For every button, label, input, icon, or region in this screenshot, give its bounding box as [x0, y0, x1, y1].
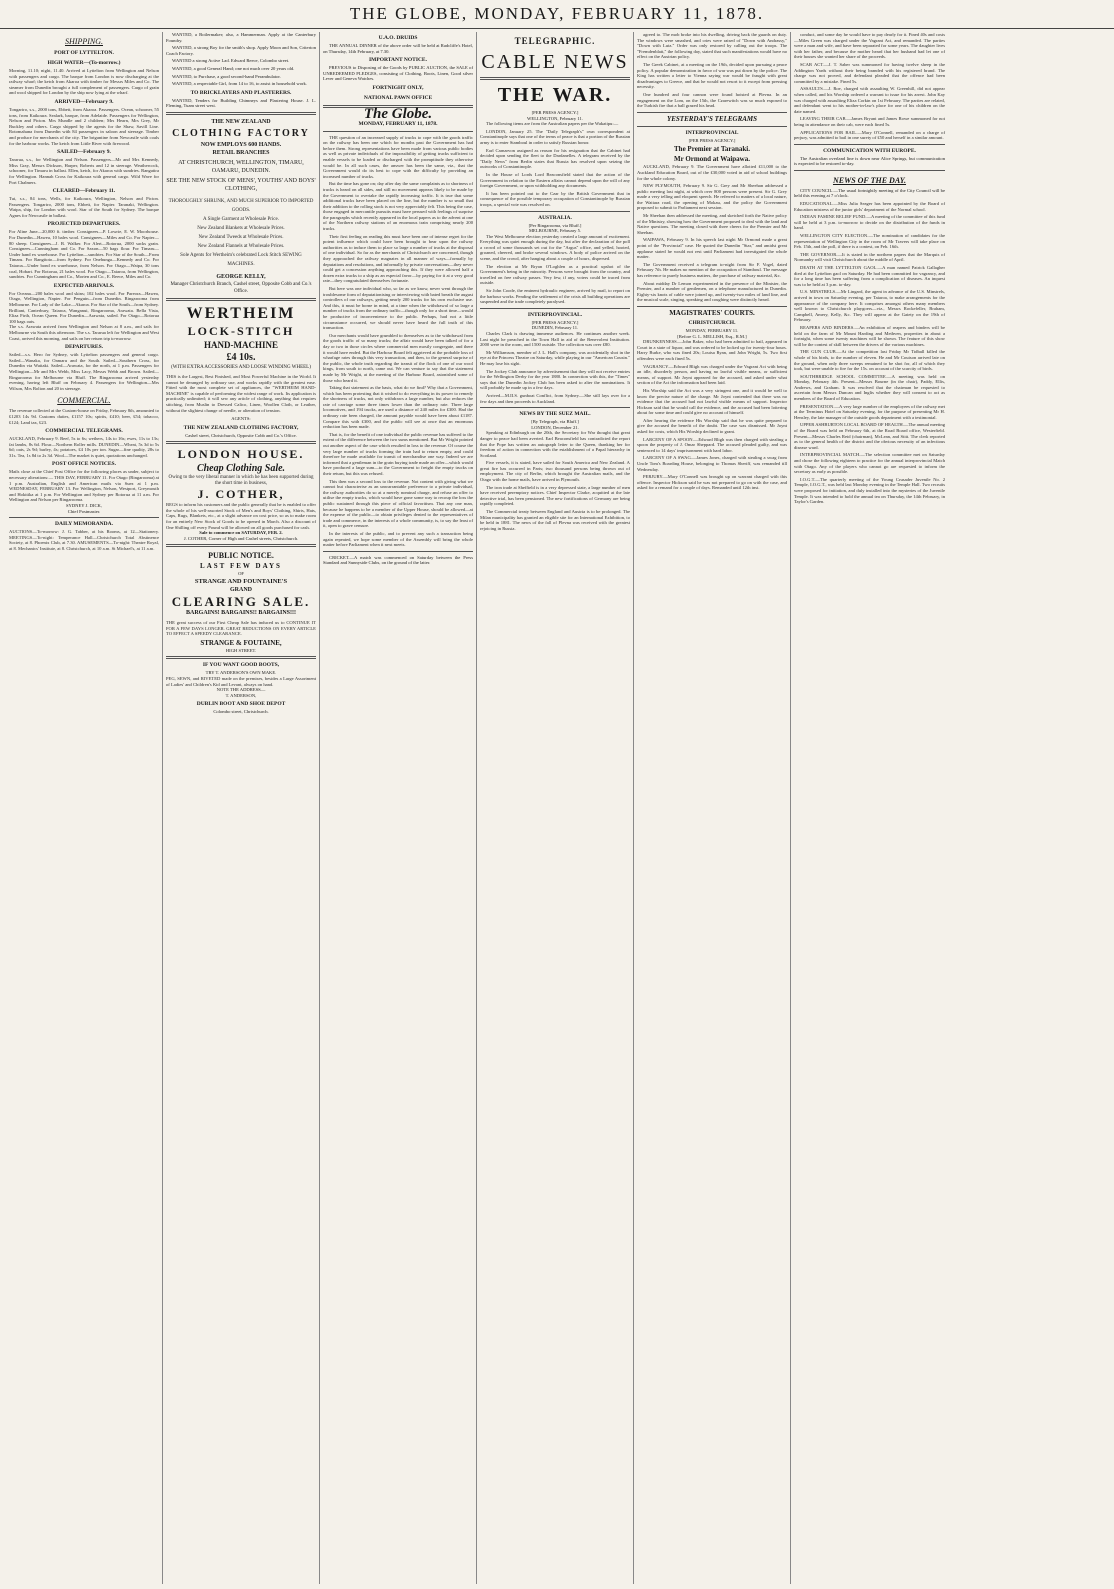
anderson-shop: DUBLIN BOOT AND SHOE DEPOT [196, 701, 286, 708]
dateline-dunedin: DUNEDIN, February 11. [531, 325, 579, 331]
masthead [0, 0, 1114, 29]
column-telegrams [634, 32, 791, 1584]
filler-text: Morning, 11.10; night, 11.40. Arrived at Lyttelton from Wellington and Nelson with passengers and cargo. The barque from London is now discharging at the railway wharf; the ketch from Akaroa with timber for Messrs Miles and Co. The steamer from Dunedin brought a full complement of passengers. Cargo of grain and wool shipped for London by the ship now lying at the wharf. [9, 68, 159, 96]
divider [323, 551, 473, 552]
filler-text: The following items are from the Australian papers per the Wakatipu:— LONDON, January 25. The "Daily Telegraph's" own correspondent at Constantinople says that one of the terms of peace is that a portion of the Russian army is to enter Stamboul in order to satisfy Russian honor. Earl Carnarvon assigned as reason for his resignation that the Cabinet had decided upon sending the fleet to the Dardanelles. A telegram received by the "Daily News" from Berlin states that Russia has resolved upon seizing the outworks of Constantinople. In the House of Lords Lord Beaconsfield stated that the action of the Government in relation to the Eastern affairs cannot depend upon the will of any foreign Government, or upon withholding any documents. It has been pointed out to the Czar by the British Government that in consequence of the possible temporary occupation of Constantinople by Russian troops, a special vote was resolved on. [480, 121, 630, 207]
agents-sub: Cashel street, Christchurch, Opposite Cobb and Co.'s Office. [185, 432, 297, 438]
divider [637, 112, 787, 113]
strange-fountaine: STRANGE AND FOUNTAINE'S [194, 578, 288, 586]
section-commercial: COMMERCIAL. [57, 396, 111, 406]
last-few-days: LAST FEW DAYS [200, 562, 282, 571]
ad-wanted-lad: WANTED a strong Active Lad. Edward Reece, Colombo street. [172, 58, 290, 64]
filler-text: agreed to. The mob broke into his dwelling, driving back the guards on duty. The windows were smashed, and cries were raised of "Down with Andrassy," "Down with Lutz." Order was only restored by calling out the troops. The "Fremdenblatt," the following day, stated that such manifestations would have no effect on the Austrian policy. The Greek Cabinet, at a meeting on the 19th, decided upon pursuing a peace policy. A popular demonstration in favor of war was put down by the police. The King has written a letter to Vienna saying war would be fraught with great disadvantages to Greece, and that he would not resort to it except from pressing necessity. One hundred and four cannon were found hoisted at Plevna. In an engagement on the Lom, on the 15th, the Czarewitch was so much exposed to the Turkish fire that a ball grazed his head. [637, 32, 787, 109]
column-shipping [6, 32, 163, 1584]
divider [480, 407, 630, 408]
london-title: LONDON HOUSE. [177, 447, 305, 462]
filler-text: THOROUGHLY SHRUNK, AND MUCH SUPERIOR TO IMPORTED GOODS. A Single Garment at Wholesale Price. New Zealand Blankets at Wholesale Prices. New Zealand Tweeds at Wholesale Prices. New Zealand Flannels at Wholesale Prices. Sole Agents for Wertheim's celebrated Lock Stitch SEWING MACHINES. [168, 198, 314, 267]
australia-via: [Per Ringarooma, via Bluff.] [528, 222, 582, 228]
ad-wanted-tenders: WANTED, Tenders for Building Chimneys and Plastering House. J. L. Fleming, Tuam street west. [166, 97, 316, 109]
column-telegraphic [477, 32, 634, 1584]
magistrates-heading: MAGISTRATES' COURTS. [669, 308, 755, 317]
newspaper-columns [6, 32, 1108, 1584]
filler-text: Tararua, s.s., for Wellington and Nelson. Passengers—Mr and Mrs Kennedy, Miss Gray, Messrs Dickson, Harper, Roberts and 12 in steerage. Weathercock, schooner, for Timaru in ballast. Ellen, ketch, for Akaroa with sundries. Rangatira for Wellington. Hannah Cross for Kaikoura with general cargo. Wild Wave for Port Chalmers. [9, 157, 159, 185]
clearing-sale: CLEARING SALE. [171, 594, 311, 610]
nz-agent-role: Manager Christchurch Branch, Cashel street, Opposite Cobb and Co.'s Office. [170, 281, 312, 294]
interprov-heading: INTERPROVINCIAL [685, 129, 739, 136]
nz-big: CLOTHING FACTORY [172, 127, 310, 139]
the-war: THE WAR. [497, 84, 613, 106]
filler-text: Charles Clark is drawing immense audiences. He continues another week. Last night he preached in the Town Hall in aid of the Benevolent Institution. 2000 were in the room, and 1500 outside. The collection was over £80. Mr Williamson, member of J. L. Hall's company, was accidentally shot in the eye at the Princess Theatre on Saturday, while playing in our "American Cousin." He may lose his sight. The Jockey Club announce by advertisement that they will not receive entries for the Wellington Derby for the year 1880. In connection with this, the "Times" says that the Dunedin Jockey Club has been asked to alter the nominations. It will probably be made up in a few days. Arrived—M.II.S. gunboat Conflict, from Sydney.—She still lays over for a few days and then proceeds to Auckland. [480, 331, 630, 404]
filler-text: THE question of an increased supply of trucks to cope with the goods traffic on the railway has been one which for months past the Government has had before them. Strong representations have been made from various public bodies as well as private individuals of the impossibility of getting trucks sufficient to enable vessels to be loaded or discharged with the promptitude they otherwise would be. In all such cases, the answer has been the same, viz., that the Government would do its best to cope with the difficulty by providing an increased number of trucks. But the time has gone on; day after day the same complaints as to shortness of trucks is heard on all sides, and still no movement appears likely to be made by the Government to overtake the rapidly increasing traffic. It is true that some additional trucks have been placed on the line, but the number is so small that their addition to the rolling stock is not very appreciably felt. This being the case, those engaged in mercantile pursuits must have perused with feelings of surprise the paragraphs which recently appeared in the local papers as to the advent at one of the Northern railway stations of an enormous train comprising nearly 200 trucks. Their first feeling on reading this must have been one of intense regret for the potent influence which could have been brought to bear upon the railway authorities as to induce them to place so large a number of trucks at the disposal of one individual. So far as the merchants of Christchurch are concerned, though they approached the railway magnates in all manner of ways—formally by deputations and resolutions, and informally by private conversations—they never could get a concession anything approaching this. If they were allowed half a dozen extra trucks to a ship as an especial favor—by paying for it at a very good rate—they congratulated themselves fortunate. But here was one individual who, so far as we know, never went through the troublesome form of deputationising or interviewing with bated breath the august controllers of our railways, getting nearly 200 trucks for his own exclusive use. And this, it must be borne in mind, at a time when the withdrawal of so large a number of trucks from the ordinary traffic—though only for a short time—would be productive of inconvenience to the public. Perhaps, had not a little circumstance occurred, we should never have heard the full truth of this transaction. Our merchants would have grumbled to themselves as to the withdrawal from the goods traffic of so many trucks; the affair would have been talked of for a day or two in those circles where commercial men mostly congregate, and there it would have ended. But the Harbour Board felt aggrieved at the probable loss of wharfage rates through this very transaction, and then, to the general surprise of the public, the whole truth regarding the transit of the flock of one of our wool kings, from south to north, came out. We can venture to say that the statement made by Mr Wright, at the meeting of the Harbour Board, astonished some of those who heard it. Taking that statement as the basis, what do we find? Why that a Government, which has been protesting that it wished to do everything in its power to remedy the shortness of trucks, not only withdraws a large number, but also reduces the rate of carriage some three times lower than the ordinary rate. Three large locomotives, and 194 trucks, are used a distance of 240 miles for £300. Had the ordinary rate been charged, the amount payable would have been about £1187. Compare this with £300, and the public will see at once that an enormous reduction has been made. That is, for the benefit of one individual the public revenue has suffered to the extent of the difference between the two sums mentioned. But Mr Wright pointed out another aspect of the case which resulted in loss to the revenue. Of course the very large number of trucks forming the train had to return empty, and could therefore be made available for transit of merchandise one way. Indeed we are informed that a gentleman in the grain buying trade made an offer—which would have produced a large sum—to the Government to freight the empty trucks on their return, but this was refused. This then was a second loss to the revenue. Not content with giving what we cannot but characterise as an unwarrantable preference to a private individual, the railway authorities do so at a merely nominal charge, and refuse an offer to utilise the empty trucks, which would have gone some way to recoup the loss the public sustained through this piece of official favoritism. That any one man, because he happens to be a member of the Upper House, should be allowed—at the expense of the public—to obtain privileges denied to the representatives of trade and commerce, in the interests of a whole community, is, to say the least of it, open to grave censure. In the interests of the public, and to prevent any such a transaction being again repeated, we hope some member of the Assembly will bring the whole matter before Parliament when it next meets. [323, 134, 473, 548]
agents-name: THE NEW ZEALAND CLOTHING FACTORY, [183, 424, 299, 431]
city-council: CITY COUNCIL.—The usual fortnightly meeting of the City Council will be held this evening at 7 o'clock. [794, 187, 945, 199]
filler-text: The revenue collected at the Custom-house on Friday, February 8th, amounted to £1203 14s 9d. Customs duties, £1157 10s; spirits, £410; beer, £54; tobacco, £124; Land tax, £23. [9, 408, 159, 425]
suez-via: [By Telegraph, via Bluff.] [531, 419, 579, 425]
divider [323, 131, 473, 132]
suez-heading: NEWS BY THE SUEZ MAIL. [519, 411, 591, 418]
daily-heading: DAILY MEMORANDA. [55, 521, 113, 528]
filler-text: Owing to the very liberal manner in which he has been supported during the short time in business, [168, 475, 314, 487]
comm-europe-heading: COMMUNICATION WITH EUROPE. [823, 147, 916, 154]
uao-text: THE ANNUAL DINNER of the above order will be held at Radcliffe's Hotel, on Thursday, 14th February, at 7.30. [323, 43, 473, 54]
cleared-heading: CLEARED—February 11. [52, 188, 116, 195]
sf-name: STRANGE & FOUTAINE, [200, 638, 282, 647]
ad-clothing-factory [166, 118, 316, 295]
projected-heading: PROJECTED DEPARTURES. [47, 221, 121, 228]
comm-tel-heading: COMMERCIAL TELEGRAMS. [45, 428, 123, 435]
bargains: BARGAINS! BARGAINS!! BARGAINS!!! [185, 610, 296, 617]
filler-text: PEG, SEWN, and RIVETED made on the premises, besides a Large Assortment of Ladies' and Children's Kid and Levant, always on hand. [166, 676, 316, 687]
ad-wanted-boy: WANTED, a strong Boy for the smith's shop. Apply Moon and Son, Criterion Coach Factory. [166, 45, 316, 56]
signature-role: Chief Postmaster. [67, 508, 101, 514]
interprov-agency: [PER PRESS AGENCY.] [531, 319, 579, 325]
high-water: HIGH WATER—(To-morrow.) [47, 60, 121, 66]
nz-towns: AT CHRISTCHURCH, WELLINGTON, TIMARU, OAMARU, DUNEDIN. [178, 159, 304, 174]
filler-text: Sailed—s.s. Hero for Sydney, with Lyttelton passengers and general cargo. Sailed—Wanaka, for Oamaru and the South. Sailed—Southern Cross, for Dunedin via Waitaki. Sailed—Arawata, for the north, at 1 p.m. Passengers for Wellington—Mr and Mrs Webb, Miss Lacy, Messrs Webb and Brown. Sailed—Ringarooma for Melbourne via Bluff. The Ringarooma arrived yesterday evening, having left Bluff on February 4. Passengers for Wellington—Mrs Wilson, Mrs Bolton and 20 in steerage. [9, 352, 159, 391]
premier-heading: The Premier at Taranaki. [674, 145, 750, 154]
dateline-wellington: WELLINGTON, February 11. [527, 115, 583, 121]
agents-label: AGENTS: [231, 416, 251, 422]
dateline-london: LONDON, December 21. [531, 424, 579, 430]
ad-clearing-sale [166, 550, 316, 617]
divider [480, 77, 630, 80]
nz-sub: NOW EMPLOYS 600 HANDS. [200, 141, 282, 148]
filler-text: conduct, and some day he would have to pay dearly for it. Fined 40s and costs—Miles Green was charged under the Vagrant Act, and remanded. The parties were a man and wife, and have been separated for some years. The daughter lives with her father, and because the mother heard that her husband had let one of their houses she wanted her share of the proceeds. SCAB ACT.—J. T. Saber was summoned for having twelve sheep in the Addington Yards without their being branded with his registered brand. The charge was not proved, and defendant pleaded that the offence had been committed by a mistake. Fined 5s. ASSAULTS.—J. Roe, charged with assaulting W. Greenhill, did not appear when called, and his Worship ordered a warrant to issue for his arrest. John Kay was charged with assaulting Eliza Corkin on 1st February. The parties are related, and defendant went to his mother-in-law's place for one of his children on the date named. LEAVING THEIR CAB.—James Bryant and James Rowe summoned for not being in attendance on their cab, were each fined 5s. APPLICATIONS FOR BAIL.—Mary O'Connell, remanded on a charge of perjury, was admitted to bail in one surety of £50 and herself in a similar amount. [794, 32, 945, 141]
nz-retail: RETAIL BRANCHES [212, 149, 270, 156]
christchurch-heading: CHRISTCHURCH. [688, 319, 736, 326]
filler-text: THE great success of our First Cheap Sale has induced us to CONTINUE IT FOR A FEW DAYS LONGER. GREAT REDUCTIONS ON EVERY ARTICLE TO EFFECT A SPEEDY CLEARANCE. [166, 620, 316, 637]
court-date: MONDAY, FEBRUARY 11. [685, 327, 739, 333]
ad-london-house [166, 447, 316, 502]
boots-heading: IF YOU WANT GOOD BOOTS, [202, 662, 280, 669]
divider [9, 517, 159, 518]
filler-text: BEGS to inform his customers and the public generally that he is enabled to offer the whole of his well-assorted Stock of Men's and Boys' Clothing, Shirts, Hats, Caps, Rugs, Blankets, etc., at a slight advance on cost price, so as to make room for an entirely New Stock of Goods to be opened in March. Also a discount of One Shilling off every Pound will be allowed on all goods purchased for cash. [166, 502, 316, 530]
nz-stock: SEE THE NEW STOCK OF MENS', YOUTHS' AND BOYS' CLOTHING, [166, 177, 316, 192]
filler-text: EDUCATIONAL.—Miss Julia Seager has been appointed by the Board of Education mistress of the junior girls' department of the Normal school. INDIAN FAMINE RELIEF FUND.—A meeting of the committee of this fund will be held at 3 p.m. to-morrow to decide on the distribution of the funds in hand. WELLINGTON CITY ELECTION.—The nomination of candidates for the representation of Wellington City in the room of Mr Travers will take place on Feb. 15th, and the poll, if there is a contest, on Feb. 16th. THE GOVERNOR.—It is stated in the northern papers that the Marquis of Normanby will visit Christchurch about the middle of April. DEATH AT THE LYTTELTON GAOL.—A man named Patrick Gallagher died at the Lyttelton gaol on Saturday. He had been committed for vagrancy, and for a long time has been suffering from a complication of diseases. An inquest was to be held at 3 p.m. to-day. U.S. MINSTRELS.—Mr Lingard, the agent in advance of the U.S. Minstrels, arrived in town on Saturday evening, per Taiaroa, to make arrangements for the appearance of the company here. It comprises amongst others many members well known to Christchurch playgoers—viz., Messrs Rockefeller, Braham, Campbell, Amery, Kelly, &c. They will appear at the Gaiety on the 19th of February. REAPERS AND BINDERS.—An exhibition of reapers and binders will be held on the farm of Mr Mount Harding and Methven, properties in about a fortnight, when some twenty machines will be shown. The feature of this show will be the contest of skill between the drivers of the various machines. THE GUN CLUB.—At the competition last Friday Mr Tidball killed the whole of his birds, to the number of eleven. He and Mr Couison arrived late on the ground, when only three sweeps remained to be shot for, all of which they took, but were unable to fire for the 15s. on account of the scarcity of birds. SOUTHBRIDGE SCHOOL COMMITTEE.—A meeting was held on Monday, February 4th. Present—Messrs Bourne (in the chair), Paddy, Ellis, Andrews, and Graham. It was resolved that the chairman be requested to ascertain from Messrs Duncan and Inglis whether they will consent to act as members of the Board of Education. PRESENTATION.—A very large number of the employees of the railway met at the Terminus Hotel on Saturday evening, for the purpose of presenting Mr H. Hensley, the late manager of the outside goods department with a testimonial. UPPER ASHBURTON LOCAL BOARD OF HEALTH.—The annual meeting of the Board was held on February 6th, at the Road Board office, Westerfield. Present—Messrs Charles Reid (chairman), McLean, and Stitt. The clerk reported as to the general health of the district and the obvious necessity of an infectious disease ward. INTERPROVINCIAL MATCH.—The selection committee met on Saturday and chose the following eighteen to practice for the annual interprovincial Match with Otago. Any of the players who cannot go are requested to inform the secretary as early as possible. I.O.G.T.—The quarterly meeting of the Young Crusader Juvenile No. 2 Temple, I.O.G.T., was held last Monday evening in the Temple Hall. Two recruits were proposed for initiation, and duly installed into the mysteries of the Juvenile Temple. It was intended to hold the annual tea on Thursday, the 14th February, in Taylor's Garden. [794, 201, 945, 505]
news-of-day-heading: NEWS OF THE DAY. [832, 175, 907, 185]
grand-text: GRAND [230, 587, 252, 594]
divider [166, 112, 316, 115]
column-advertisements [163, 32, 320, 1584]
filler-text: Speaking at Edinburgh on the 20th, the Secretary for War thought that great danger to peace had been averted. Earl Beaconsfield has contradicted the report that the Pope has written an autograph letter to the Queen, thanking her for freedom of action in connection with the establishment of a Papal hierarchy in Scotland. Five vessels, it is stated, have sailed for South America and New Zealand. A great fire has occurred in Paris; two thousand persons being thrown out of employment. The city of Berlin, which brought the Australian mails, and the Otago with the home mails, have arrived in Plymouth. The iron trade at Sheffield is in a very depressed state, a large number of men have received peremptory notices. Chief Inspector Clarke, acquitted at the late detective trial, has been pensioned. The new fortifications of Germany are being rapidly completed. The Commercial treaty between England and Austria is to be prolonged. The Milan municipality has granted an eligible site for an International Exhibition, to be held in 1881. The news of the fall of Plevna was received with the greatest rejoicing in Russia. [480, 430, 630, 531]
anderson-name: T. ANDERSON, [225, 692, 257, 698]
filler-text: Tui, s.s., 84 tons, Wells, for Kaikoura, Wellington, Nelson and Picton. Passengers. Tongariro, 2000 tons, Ebbett, for Napier. Taranaki, Wellington. Waipa, ship, for London with wool. Star of the South for Sydney. The barque Agnes for Newcastle in ballast. [9, 196, 159, 218]
divider [794, 170, 945, 171]
hand-machine: HAND-MACHINE [204, 339, 278, 350]
of-text: OF [238, 571, 244, 577]
bricklayers-heading: TO BRICKLAYERS AND PLASTERERS. [190, 89, 292, 96]
departures-heading: DEPARTURES. [64, 344, 104, 351]
pawn-office: NATIONAL PAWN OFFICE [363, 94, 433, 101]
divider [166, 298, 316, 301]
divider [166, 656, 316, 659]
cother-name: J. COTHER, [197, 487, 285, 502]
divider [637, 126, 787, 127]
ad-wertheim [166, 304, 316, 371]
divider [166, 441, 316, 444]
cother-address: J. COTHER, Corner of High and Cashel streets, Christchurch. [183, 535, 299, 541]
sale-date: Sale to commence on SATURDAY, FEB. 2. [199, 530, 283, 536]
globe-date: MONDAY, FEBRUARY 11, 1878. [358, 120, 438, 127]
ad-wanted-girl: WANTED, a respectable Girl, from 14 to 16, to assist in household work. [172, 81, 307, 87]
expected-heading: EXPECTED ARRIVALS. [53, 282, 115, 289]
filler-text: THIS is the Largest, Best Finished, and Most Powerful Machine in the World. It cannot be deranged by ordinary use, and works rapidly with the greatest ease. Fitted with the most complete set of appliances, the "WERTHEIM HAND-MACHINE" is capable of performing the widest range of work. Its application is practically unlimited; it will sew any article of clothing, anything that requires stitching, from Muslin to Dressed Calico, Linen, Woollen Cloth, or Leather, without the slightest change of needle, or alteration of tension. [166, 373, 316, 413]
anderson-address: Colombo street, Christchurch. [213, 709, 269, 715]
nz-agent: GEORGE KELLY, [216, 273, 266, 280]
interprov-heading: INTERPROVINCIAL. [527, 311, 583, 318]
cheap-sale: Cheap Clothing Sale. [196, 463, 286, 475]
filler-text: Tongariro, s.s., 2000 tons, Ebbett, from Akaroa. Passengers. Ocean, schooner, 55 tons, from Kaikoura. Sealark, barque, from Adelaide. Passengers for Wellington, Nelson and Picton. Mrs Mundle and 2 children; Mrs Hearn, Mrs Grey, Mr Buckley and others. Cargo shipped by the agents for the Shaw, Savill Line. Rotomahana from Dunedin with 84 passengers in saloon and steerage. Timber and produce for merchants of the city. The brigantine from Newcastle with coals for the harbour works. The ketch from Little River with firewood. [9, 106, 159, 146]
filler-text: Mails close at the Chief Post Office for the following places as under, subject to necessary alterations:— THIS DAY, FEBRUARY 11. For Otago (Ringarooma) at 1 p.m. Australian, English and American mails via Suez at 1 p.m. WEDNESDAY, FEBRUARY 13. For Wellington, Nelson, Westport, Greymouth and Hokitika at 1 p.m. For Wellington and Sydney per Rotorua at 11 a.m. For Wellington and Nelson per Ringarooma. [9, 469, 159, 503]
divider [480, 308, 630, 309]
sailed-heading: SAILED—February 9. [57, 149, 111, 156]
divider [637, 306, 787, 307]
cable-news: CABLE NEWS [481, 51, 629, 73]
wertheim-price: £4 10s. [226, 351, 256, 363]
important-text: PREVIOUS to Disposing of the Goods by PUBLIC AUCTION, the SALE of UNREDEEMED PLEDGES, consisting of Clothing, Boots, Linen, Good silver Lever and Geneva Watches. [323, 65, 473, 82]
filler-text: The West Melbourne election yesterday created a large amount of excitement. Everything was quiet enough during the day, but after the declaration of the poll a crowd of some thousands set out for the "Argus" office, and yelled, hooted, groaned, cheered, and broke several windows. A body of police arrived on the scene, and the crowd, after hanging about a couple of hours, dispersed. The election at Mr Bryan O'Loghlen as a practical upshot of the Government's being in the minority. Persons were brought from the country, and travelled on free railway passes. Very few, if any, voters could be traced from outside. Sir John Coode, the eminent hydraulic engineer, arrived by mail, to report on the harbour works. Pending the settlement of the crisis all building operations are suspended and the trade completely paralysed. [480, 233, 630, 305]
australia-heading: AUSTRALIA. [538, 214, 572, 221]
signature-sydney: SYDNEY J. DICK, [65, 503, 103, 509]
section-shipping: SHIPPING. [65, 37, 103, 46]
divider [480, 211, 630, 212]
ormond-heading: Mr Ormond at Waipawa. [674, 155, 750, 164]
column-editorial [320, 32, 477, 1584]
price-sub: (WITH EXTRA ACCESSORIES AND LOOSE WINDING WHEEL) [171, 364, 311, 370]
globe-title: The Globe. [363, 105, 433, 122]
port-heading: PORT OF LYTTELTON. [54, 50, 114, 56]
sf-address: HIGH STREET. [225, 647, 257, 653]
public-notice: PUBLIC NOTICE. [208, 551, 274, 561]
anderson-intro: TRY T. ANDERSON'S OWN MAKE. [205, 670, 277, 676]
lockstitch: LOCK-STITCH [187, 323, 295, 338]
filler-text: For Aline June—20,000 ft. timber. Consignees—P. Lowrie, E. W. Moorhouse. For Dunedin—Hawea, 10 bales wool. Consignees—Miles and Co. For Napier—80 sheep. Consignees—J. B. Walker. For Alert—Rotorua, 2000 sacks grain. Consignees—Cunningham and Co. For Saxon—50 bags flour. For Timaru—Under hand ex warehouse. For Lyttelton—sundries. For Star of the South—From Timaru. For Rangitoto—from Sydney. For Onehunga—Kennedy and Co. For Taiaroa—Under bond ex warehouse, from Nelson. For Otago—Waipa, 30 tons coal, Hobart. For Rotorua, 21 bales wool. For Otago—Taiaroa, from Wellington, sundries. For Cunningham and Co., Morten and Co., E. Reece, Miles and Co. [9, 229, 159, 280]
ad-wanted-perambulator: WANTED, to Purchase, a good second-hand Perambulator. [172, 73, 281, 79]
ad-wanted-hand: WANTED, a good General Hand; one not much over 20 years old. [172, 65, 295, 71]
important-heading: IMPORTANT NOTICE. [369, 57, 427, 64]
court-before: [Before G. L. MELLISH, Esq., R.M.] [677, 333, 747, 339]
column-news [791, 32, 948, 1584]
filler-text: AUCKLAND, February 9. The Government have allotted £11,000 to the Auckland Education Board, out of the £30,000 voted in aid of school buildings for the whole colony. NEW PLYMOUTH, February 9. Sir G. Grey and Mr Sheehan addressed a public meeting last night, at which over 800 persons were present. Sir G. Grey made a very telling and eloquent speech. He referred to matters of a local nature, the Waitara road, the opening of Mokau, and the policy the Government proposed to submit to Parliament next session. Mr Sheehan then addressed the meeting, and sketched forth the Native policy of the Ministry, showing how the Government proposed to deal with the land and Native questions. The meeting closed with three cheers for the Premier and Mr Sheehan. WAIPAWA, February 9. In his speech last night Mr Ormond made a great point of the "Provincial" case. He quoted the Dunedin "Star," and amidst great applause stated he would not rest until Parliament had investigated the whole matter. The Government received a telegram to-night from Sir F. Vogel, dated February 7th. He makes no mention of the occupation of Stamboul. The message has reference to purely business matters, the purchase of railway material, &c. About midday Dr Lemon experimented in the presence of the Minister, the Premier, and a number of gentlemen, on a telephone manufactured in Dunedin. Eighty-six knots of cable were joined up, and twenty-two miles of land line, and the musical scale, singing, speaking and coughing were distinctly heard. [637, 164, 787, 303]
press-agency: [PER PRESS AGENCY.] [688, 137, 736, 143]
divider [794, 144, 945, 145]
fortnight: FORTNIGHT ONLY, [372, 84, 424, 91]
telegraphic-heading: TELEGRAPHIC. [514, 36, 596, 46]
filler-text: AUCTIONS—To-morrow: J. G. Tabber, at his Rooms, at 12—Stationery. MEETINGS—To-night: Temperance Hall—Christchurch Total Abstinence Society, at 8. Phoenix Club, at 7.30. AMUSEMENTS—To-night: Theatre Royal, at 8. Mechanics' Institute, at 8. Christchurch, at 10 a.m. St Michael's, at 11 a.m. [9, 529, 159, 551]
note-address: NOTE THE ADDRESS— [216, 687, 266, 693]
nz-title: THE NEW ZEALAND [211, 118, 271, 125]
divider [166, 544, 316, 547]
yesterday-heading: YESTERDAY'S TELEGRAMS [666, 114, 758, 123]
press-agency: [PER PRESS AGENCY.] [531, 110, 579, 115]
filler-text: The s.s. Arawata arrived from Wellington and Nelson at 8 a.m., and sails for Melbourne via South this afternoon. The s.s. Tararua left for Wellington and West Coast, arrived this morning, and sails on her return trip to-morrow. [9, 324, 159, 341]
wertheim-title: WERTHEIM [186, 304, 296, 322]
filler-text: For Oceana—200 bales wool and skins; 102 bales wool. For Pareora—Hawea, Otago, Wellington, Napier. For Penguin—from Dunedin. Ringarooma from Melbourne. For Lady of the Lake—Akaroa. For Star of the South—from Sydney. Brilliant, Canterbury, Taiaroa, Wanganui, Ringarooma, Arawata. Bella Vista, Eliza Firth, Ocean Queen. For Dunedin—Arawata, sailed. For Otago—Rotorua 100 bags oats. [9, 290, 159, 324]
arrivals-heading: ARRIVED—February 9. [54, 98, 114, 105]
masthead-title: THE GLOBE, MONDAY, FEBRUARY 11, 1878. [349, 4, 765, 23]
ad-wanted-boilermaker: WANTED, a Boilermaker; also, a Hammerman. Apply at the Canterbury Foundry. [166, 32, 316, 43]
uao-heading: U.A.O. DRUIDS [378, 35, 418, 41]
post-heading: POST OFFICE NOTICES. [52, 461, 116, 468]
comm-europe-text: The Australian overland line is down near Alice Springs, but communication is expected to be restored to-day. [794, 155, 945, 167]
filler-text: AUCKLAND, February 9. Beef, 5s to 6s; wethers, 14s to 16s; ewes, 11s to 13s; fat lambs, 8s 6d. Flour—Northern Roller mills. DUNEDIN—Wheat, 5s 3d to 5s 6d; oats, 2s 9d; barley, 4s; potatoes, £4 10s per ton. Sugar—fine quality, 28s to 31s. Tea, 1s 8d to 2s 3d. Wool—The market is quiet, quotations unchanged. [9, 436, 159, 458]
dateline-melbourne: MELBOURNE, February 5. [528, 228, 582, 234]
filler-text: DRUNKENNESS.—John Baker, who had been admitted to bail, appeared in Court in a state of liquor, and was ordered to be locked up for twenty-four hours. Harry Burke, who was fined 20s; Louisa Ryan, and John Wright, 5s. Two first offenders were each fined 5s. VAGRANCY.—Edward Bligh was charged under the Vagrant Act with being an idle, disorderly person, and having no lawful visible means, or sufficient means, of support. Mr Joynt appeared for the accused, and asked under what section of the Act the information had been laid. His Worship said the Act was a very stringent one, and it would be well to know the precise nature of the charge. Mr Joynt contended that there was no evidence that the accused had not lawful visible means of support. Inspector Hickson said that he would call the evidence, and the accused had been loitering about for some time and could give no account of himself. After hearing the evidence His Worship said that he was quite prepared to give the accused the benefit of the doubt. The case was dismissed. Mr Joynt asked for costs, which His Worship declined to grant. LARCENY OF A SPOON.—Edward Bligh was then charged with stealing a spoon the property of J. Omar Sheppard. The accused pleaded guilty, and was sentenced to 14 days' imprisonment with hard labor. LARCENY OF A SWAG.—James Jones, charged with stealing a swag from Uncle Tom's Boarding House, belonging to Thomas Sheriff, was remanded till Wednesday. PERJURY.—Mary O'Connell was brought up on warrant charged with this offence. Inspector Hickson said he was not prepared to go on with the case, and asked for a remand for a couple of days. Remanded until 12th inst. [637, 339, 787, 491]
cricket-text: CRICKET.—A match was commenced on Saturday between the Press Standard and Sunnyside Clubs, on the ground of the latter. [323, 554, 473, 566]
